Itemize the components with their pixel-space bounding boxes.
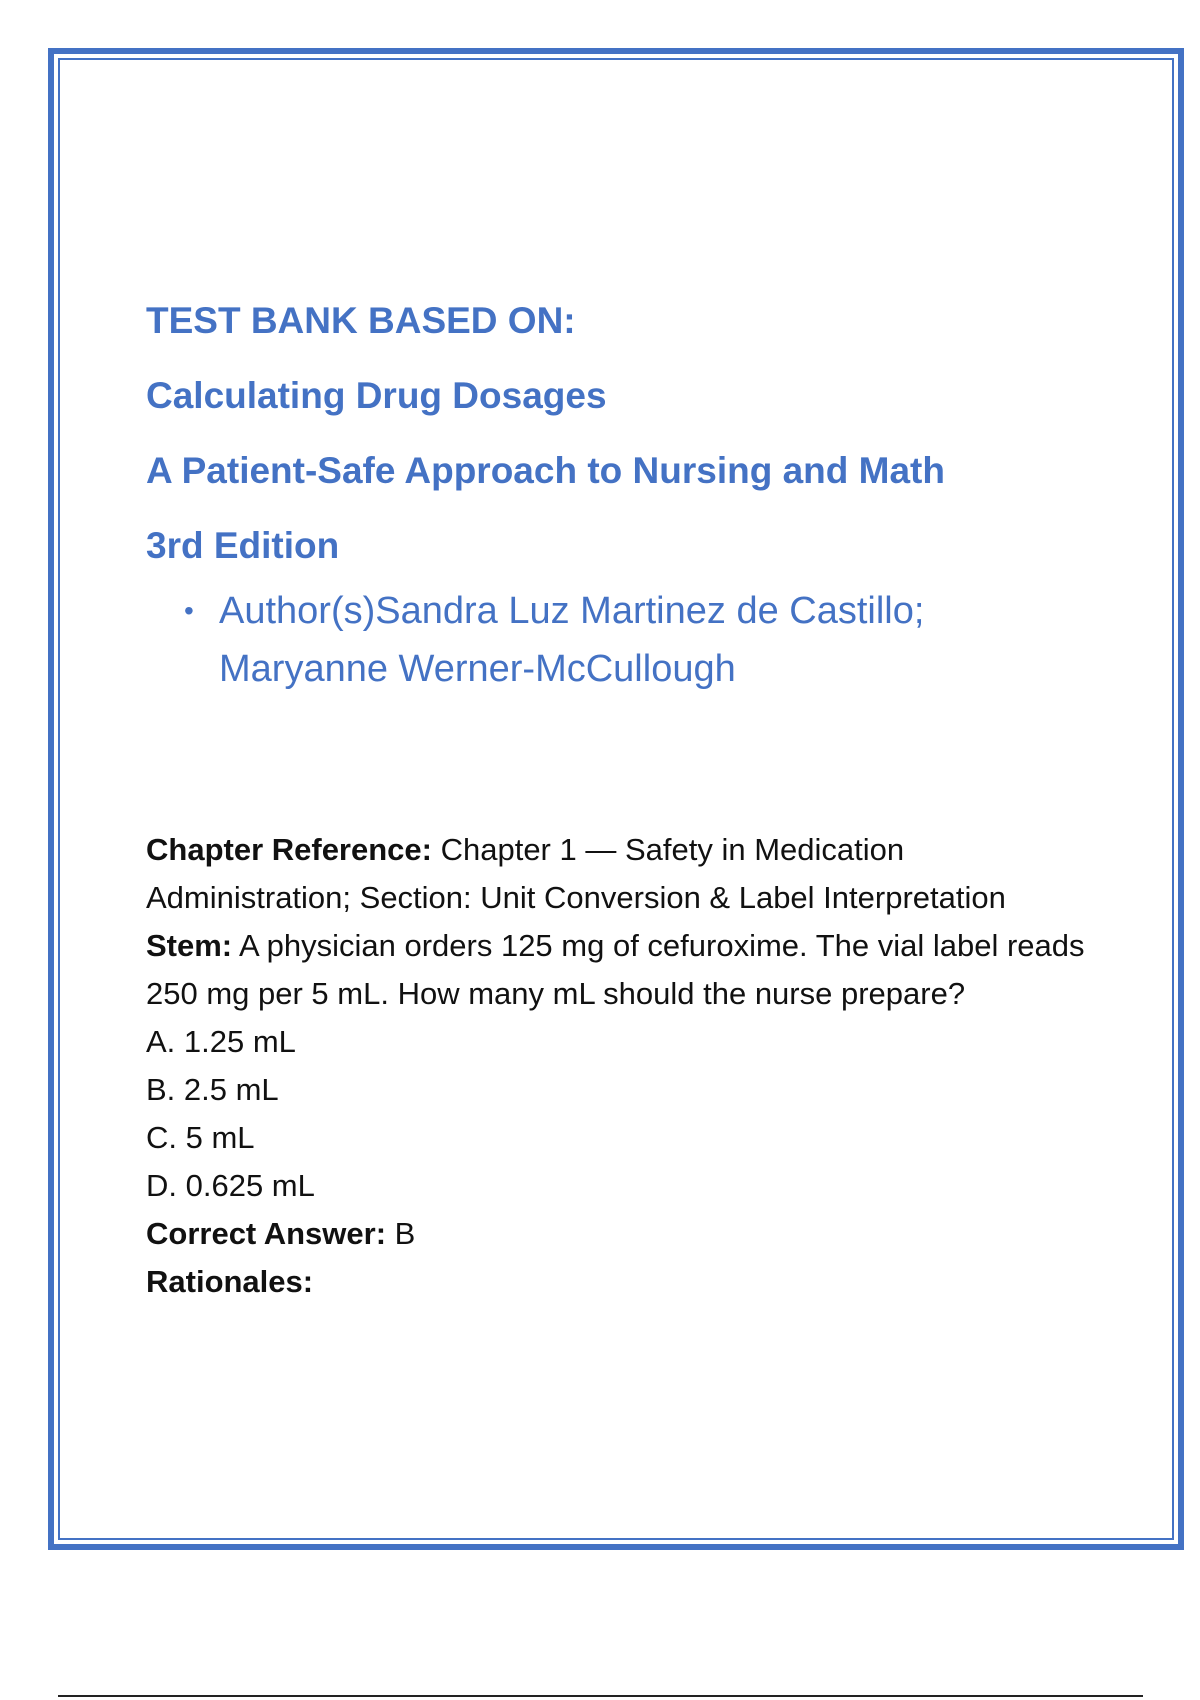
correct-answer-value: B — [386, 1216, 416, 1251]
rationales-heading — [146, 1258, 1106, 1306]
book-edition: 3rd Edition — [146, 525, 340, 566]
correct-answer — [146, 1210, 1106, 1258]
chapter-reference-label: Chapter Reference: — [146, 832, 432, 867]
book-subtitle: A Patient-Safe Approach to Nursing and Math — [146, 450, 945, 491]
chapter-reference-text: Chapter 1 — Safety in Medication Administration; Section: Unit Conversion & Label Interpretation — [146, 832, 1006, 915]
page-border-inner — [58, 58, 1174, 1540]
answer-option-a: A. 1.25 mL — [146, 1024, 296, 1059]
chapter-reference — [146, 826, 1106, 922]
answer-option-b: B. 2.5 mL — [146, 1072, 279, 1107]
book-title: Calculating Drug Dosages — [146, 375, 607, 416]
test-bank-heading: TEST BANK BASED ON: — [146, 300, 576, 341]
correct-answer-label: Correct Answer: — [146, 1216, 387, 1251]
stem-text: A physician orders 125 mg of cefuroxime. The vial label reads 250 mg per 5 mL. How many mL should the nurse prepare? — [146, 928, 1085, 1011]
question-stem — [146, 922, 1106, 1018]
author-names: Author(s)Sandra Luz Martinez de Castillo; Maryanne Werner-McCullough — [219, 590, 925, 690]
title-block — [146, 283, 1106, 583]
answer-option-c: C. 5 mL — [146, 1120, 255, 1155]
answer-option-d: D. 0.625 mL — [146, 1168, 315, 1203]
question-block — [146, 826, 1106, 1306]
stem-label: Stem: — [146, 928, 233, 963]
bottom-divider — [58, 1695, 1143, 1697]
page-border — [48, 48, 1184, 1550]
rationales-label: Rationales: — [146, 1264, 314, 1299]
bullet-icon: • — [184, 595, 194, 626]
